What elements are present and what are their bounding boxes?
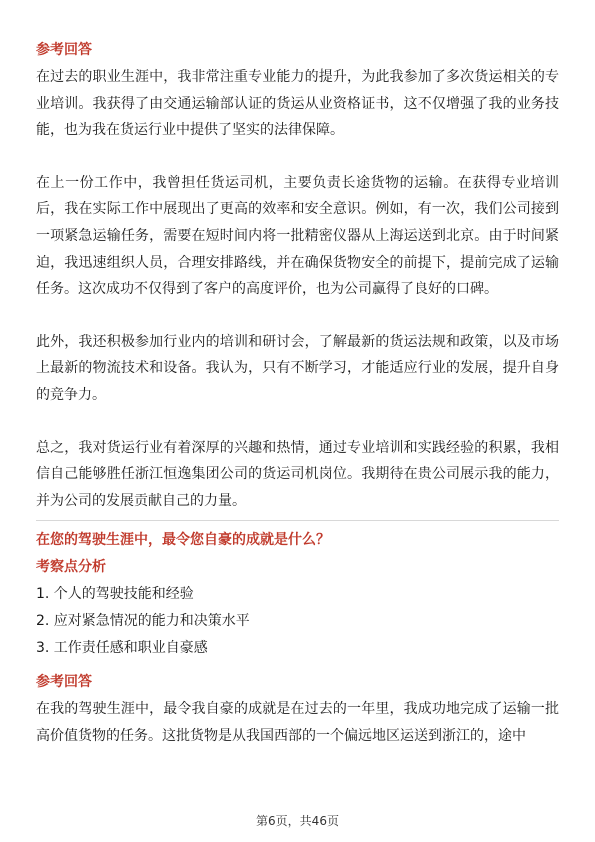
analysis-heading: 考察点分析 bbox=[36, 559, 106, 576]
list-item: 3. 工作责任感和职业自豪感 bbox=[36, 640, 208, 657]
question-title: 在您的驾驶生涯中，最令您自豪的成就是什么？ bbox=[36, 532, 330, 549]
analysis-list bbox=[36, 581, 559, 662]
list-item: 1. 个人的驾驶技能和经验 bbox=[36, 586, 194, 603]
page-number: 第6页，共46页 bbox=[256, 814, 339, 828]
answer-paragraph-2: 在上一份工作中，我曾担任货运司机，主要负责长途货物的运输。在获得专业培训后，我在实际工作中展现出了更高的效率和安全意识。例如，有一次，我们公司接到一项紧急运输任务，需要在短时间内将一批精密仪器从上海运送到北京。由于时间紧迫，我迅速组织人员，合理安排路线，并在确保货物安全的前提下，提前完成了运输任务。这次成功不仅得到了客户的高度评价，也为公司赢得了良好的口碑。 bbox=[36, 174, 559, 298]
answer-paragraph-5: 在我的驾驶生涯中，最令我自豪的成就是在过去的一年里，我成功地完成了运输一批高价值货物的任务。这批货物是从我国西部的一个偏远地区运送到浙江的，途中 bbox=[36, 701, 559, 744]
answer-paragraph-4: 总之，我对货运行业有着深厚的兴趣和热情，通过专业培训和实践经验的积累，我相信自己能够胜任浙江恒逸集团公司的货运司机岗位。我期待在贵公司展示我的能力，并为公司的发展贡献自己的力量。 bbox=[36, 439, 559, 509]
reference-answer-heading-2: 参考回答 bbox=[36, 674, 92, 691]
reference-answer-heading: 参考回答 bbox=[36, 42, 92, 58]
document-page bbox=[36, 40, 559, 750]
section-divider bbox=[36, 520, 559, 521]
answer-paragraph-1: 在过去的职业生涯中，我非常注重专业能力的提升，为此我参加了多次货运相关的专业培训。我获得了由交通运输部认证的货运从业资格证书，这不仅增强了我的业务技能，也为我在货运行业中提供了坚实的法律保障。 bbox=[36, 69, 559, 139]
list-item: 2. 应对紧急情况的能力和决策水平 bbox=[36, 613, 250, 630]
answer-paragraph-3: 此外，我还积极参加行业内的培训和研讨会，了解最新的货运法规和政策，以及市场上最新的物流技术和设备。我认为，只有不断学习，才能适应行业的发展，提升自身的竞争力。 bbox=[36, 333, 559, 403]
